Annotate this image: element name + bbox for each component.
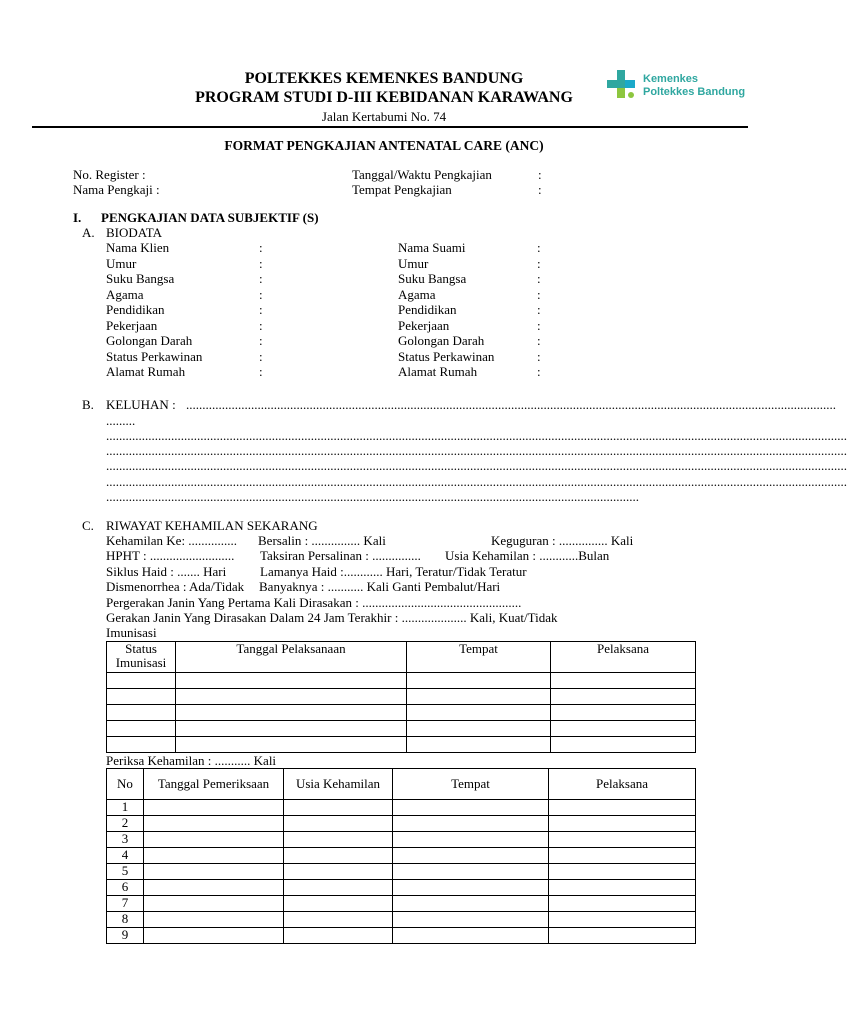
table-row (107, 928, 696, 944)
kemenkes-logo (605, 68, 755, 104)
table-cell[interactable] (144, 800, 284, 816)
table-row (107, 737, 696, 753)
klien-field-value[interactable]: : (259, 286, 263, 302)
table-cell[interactable] (393, 896, 549, 912)
subsection-c-label: C. (82, 518, 94, 533)
keluhan-line-6[interactable]: .................................................................................................................................................................... (106, 489, 639, 504)
header-rule (32, 126, 748, 128)
table-cell[interactable] (393, 880, 549, 896)
dismenorrhea[interactable]: Dismenorrhea : Ada/Tidak (106, 579, 245, 594)
table-cell[interactable] (407, 705, 551, 721)
klien-field-label: Pendidikan (106, 302, 165, 317)
table-cell[interactable] (284, 848, 393, 864)
keluhan-line-5[interactable]: .................................................................................................................................................................................................................................... (106, 474, 847, 489)
table-cell[interactable] (393, 832, 549, 848)
table-cell[interactable] (284, 896, 393, 912)
table-cell[interactable] (107, 721, 176, 737)
klien-field-label: Nama Klien (106, 240, 170, 255)
suami-field-value[interactable]: : (537, 240, 541, 255)
table-cell[interactable] (549, 928, 696, 944)
table-row (107, 800, 696, 816)
klien-field-label: Umur (106, 255, 137, 271)
table-row (107, 864, 696, 880)
suami-field-value[interactable]: : (537, 333, 541, 348)
table-cell[interactable] (393, 848, 549, 864)
table-cell[interactable] (144, 864, 284, 880)
table-cell[interactable] (284, 800, 393, 816)
table-row (107, 721, 696, 737)
suami-field-value[interactable]: : (537, 302, 541, 317)
pergerakan-janin[interactable]: Pergerakan Janin Yang Pertama Kali Dirasakan : ................................................. (106, 595, 522, 610)
table-row (107, 848, 696, 864)
table-cell[interactable] (144, 928, 284, 944)
header-usia-kehamilan: Usia Kehamilan (284, 769, 393, 800)
suami-field-value[interactable]: : (537, 348, 541, 364)
taksiran-persalinan[interactable]: Taksiran Persalinan : ............... (260, 548, 421, 563)
banyaknya[interactable]: Banyaknya : ........... Kali Ganti Pembalut/Hari (259, 579, 501, 594)
suami-field-value[interactable]: : (537, 255, 541, 271)
table-cell[interactable] (407, 737, 551, 753)
suami-field-value[interactable]: : (537, 286, 541, 302)
header-tempat: Tempat (407, 642, 551, 673)
no-register-label: No. Register : (73, 167, 146, 182)
program-name: PROGRAM STUDI D-III KEBIDANAN KARAWANG (195, 89, 573, 106)
table-cell[interactable] (393, 800, 549, 816)
keguguran[interactable]: Keguguran : ............... Kali (491, 533, 634, 548)
table-row (107, 673, 696, 689)
table-row (107, 705, 696, 721)
table-cell[interactable] (549, 848, 696, 864)
suami-field-label: Umur (398, 255, 429, 271)
klien-field-value[interactable]: : (259, 348, 263, 364)
suami-field-label: Agama (398, 286, 436, 302)
periksa-header-row (107, 769, 696, 800)
klien-field-label: Golongan Darah (106, 333, 193, 348)
table-cell[interactable] (144, 848, 284, 864)
table-cell[interactable] (407, 721, 551, 737)
table-cell[interactable] (549, 832, 696, 848)
imunisasi-label: Imunisasi (106, 625, 157, 640)
colon: : (538, 167, 542, 182)
suami-field-value[interactable]: : (537, 271, 541, 286)
suami-field-label: Suku Bangsa (398, 271, 467, 286)
keluhan-line-3[interactable]: .................................................................................................................................................................................................................................... (106, 443, 847, 458)
table-cell[interactable] (393, 864, 549, 880)
nama-pengkaji-label: Nama Pengkaji : (73, 182, 160, 197)
suami-field-label: Golongan Darah (398, 333, 485, 348)
tanggal-waktu-label: Tanggal/Waktu Pengkajian (352, 167, 492, 182)
table-row (107, 689, 696, 705)
klien-field-value[interactable]: : (259, 333, 263, 348)
table-cell[interactable] (107, 689, 176, 705)
suami-field-value[interactable]: : (537, 317, 541, 333)
table-cell[interactable] (284, 832, 393, 848)
table-cell[interactable] (393, 928, 549, 944)
table-cell[interactable] (551, 737, 696, 753)
table-cell[interactable] (551, 673, 696, 689)
table-cell[interactable] (284, 880, 393, 896)
header-tanggal-pemeriksaan: Tanggal Pemeriksaan (144, 769, 284, 800)
table-cell[interactable] (107, 737, 176, 753)
row-number: 9 (107, 928, 144, 944)
header-tempat: Tempat (393, 769, 549, 800)
header-no: No (107, 769, 144, 800)
usia-kehamilan[interactable]: Usia Kehamilan : ............Bulan (445, 548, 610, 563)
table-cell[interactable] (284, 912, 393, 928)
table-cell[interactable] (284, 928, 393, 944)
table-cell[interactable] (144, 896, 284, 912)
klien-field-label: Agama (106, 286, 144, 302)
kemenkes-logo-icon (605, 68, 639, 102)
keluhan-line-4[interactable]: .................................................................................................................................................................................................................................... (106, 458, 847, 473)
suami-field-label: Status Perkawinan (398, 348, 495, 364)
table-cell[interactable] (176, 721, 407, 737)
table-row (107, 912, 696, 928)
table-cell[interactable] (393, 816, 549, 832)
table-cell[interactable] (176, 673, 407, 689)
suami-field-label: Pekerjaan (398, 317, 450, 333)
kehamilan-ke[interactable]: Kehamilan Ke: ............... (106, 533, 238, 548)
bersalin[interactable]: Bersalin : ............... Kali (258, 533, 386, 548)
row-number: 2 (107, 816, 144, 832)
imunisasi-table (106, 641, 696, 753)
row-number: 6 (107, 880, 144, 896)
header-pelaksana: Pelaksana (551, 642, 696, 673)
klien-field-value[interactable]: : (259, 302, 263, 317)
row-number: 5 (107, 864, 144, 880)
table-cell[interactable] (549, 864, 696, 880)
row-number: 4 (107, 848, 144, 864)
klien-field-value[interactable]: : (259, 317, 263, 333)
form-title: FORMAT PENGKAJIAN ANTENATAL CARE (ANC) (224, 138, 544, 153)
table-cell[interactable] (551, 705, 696, 721)
address: Jalan Kertabumi No. 74 (321, 109, 447, 124)
section-number: I. (73, 210, 82, 225)
gerakan-janin[interactable]: Gerakan Janin Yang Dirasakan Dalam 24 Jam Terakhir : .................... Kali, Kuat/Tidak (106, 610, 558, 625)
table-cell[interactable] (144, 832, 284, 848)
table-cell[interactable] (284, 816, 393, 832)
table-row (107, 896, 696, 912)
table-cell[interactable] (549, 880, 696, 896)
klien-field-label: Pekerjaan (106, 317, 158, 333)
table-cell[interactable] (549, 912, 696, 928)
keluhan-title (106, 397, 176, 412)
table-row (107, 880, 696, 896)
suami-field-label: Pendidikan (398, 302, 457, 317)
table-cell[interactable] (144, 816, 284, 832)
table-row (107, 816, 696, 832)
klien-field-value[interactable]: : (259, 240, 263, 255)
row-number: 3 (107, 832, 144, 848)
table-cell[interactable] (551, 721, 696, 737)
suami-field-value[interactable]: : (537, 364, 541, 379)
imunisasi-header-row (107, 642, 696, 673)
klien-field-label: Suku Bangsa (106, 271, 175, 286)
table-cell[interactable] (144, 912, 284, 928)
table-cell[interactable] (176, 737, 407, 753)
table-cell[interactable] (107, 705, 176, 721)
table-cell[interactable] (407, 689, 551, 705)
table-cell[interactable] (549, 896, 696, 912)
header-status-imunisasi: Status Imunisasi (107, 642, 176, 673)
table-cell[interactable] (176, 705, 407, 721)
subsection-a-label: A. (82, 225, 95, 240)
table-cell[interactable] (393, 912, 549, 928)
row-number: 1 (107, 800, 144, 816)
table-cell[interactable] (144, 880, 284, 896)
table-cell[interactable] (284, 864, 393, 880)
header-tanggal-pelaksanaan: Tanggal Pelaksanaan (176, 642, 407, 673)
hpht[interactable]: HPHT : .......................... (106, 548, 235, 563)
row-number: 7 (107, 896, 144, 912)
table-cell[interactable] (407, 673, 551, 689)
klien-field-value[interactable]: : (259, 255, 263, 271)
logo-line1: Kemenkes (643, 73, 699, 85)
klien-field-value[interactable]: : (259, 271, 263, 286)
suami-field-label: Alamat Rumah (398, 364, 478, 379)
keluhan-line-2[interactable]: .................................................................................................................................................................................................................................... (106, 428, 847, 443)
periksa-table (106, 768, 696, 944)
klien-field-label: Status Perkawinan (106, 348, 203, 364)
subsection-c-title: RIWAYAT KEHAMILAN SEKARANG (106, 518, 318, 533)
colon: : (538, 182, 542, 197)
table-cell[interactable] (176, 689, 407, 705)
table-cell[interactable] (549, 800, 696, 816)
keluhan-line-1[interactable]: ........................................................................................................................................................................................................ (186, 397, 836, 412)
row-number: 8 (107, 912, 144, 928)
table-row (107, 832, 696, 848)
header-pelaksana: Pelaksana (549, 769, 696, 800)
keluhan-line-1b[interactable]: ......... (106, 413, 136, 428)
lamanya-haid[interactable]: Lamanya Haid :............ Hari, Teratur/Tidak Teratur (260, 564, 527, 579)
periksa-kehamilan[interactable]: Periksa Kehamilan : ........... Kali (106, 753, 277, 768)
suami-field-label: Nama Suami (398, 240, 466, 255)
subsection-b-label: B. (82, 397, 94, 412)
table-cell[interactable] (549, 816, 696, 832)
keluhan-label: KELUHAN : (106, 397, 176, 412)
siklus-haid[interactable]: Siklus Haid : ....... Hari (106, 564, 227, 579)
table-cell[interactable] (107, 673, 176, 689)
subsection-a-title: BIODATA (106, 225, 163, 240)
table-cell[interactable] (551, 689, 696, 705)
tempat-label: Tempat Pengkajian (352, 182, 452, 197)
logo-line2: Poltekkes Bandung (643, 86, 746, 98)
klien-field-label: Alamat Rumah (106, 364, 186, 379)
klien-field-value[interactable]: : (259, 364, 263, 379)
institution-name: POLTEKKES KEMENKES BANDUNG (244, 70, 524, 87)
section-title: PENGKAJIAN DATA SUBJEKTIF (S) (101, 210, 319, 225)
